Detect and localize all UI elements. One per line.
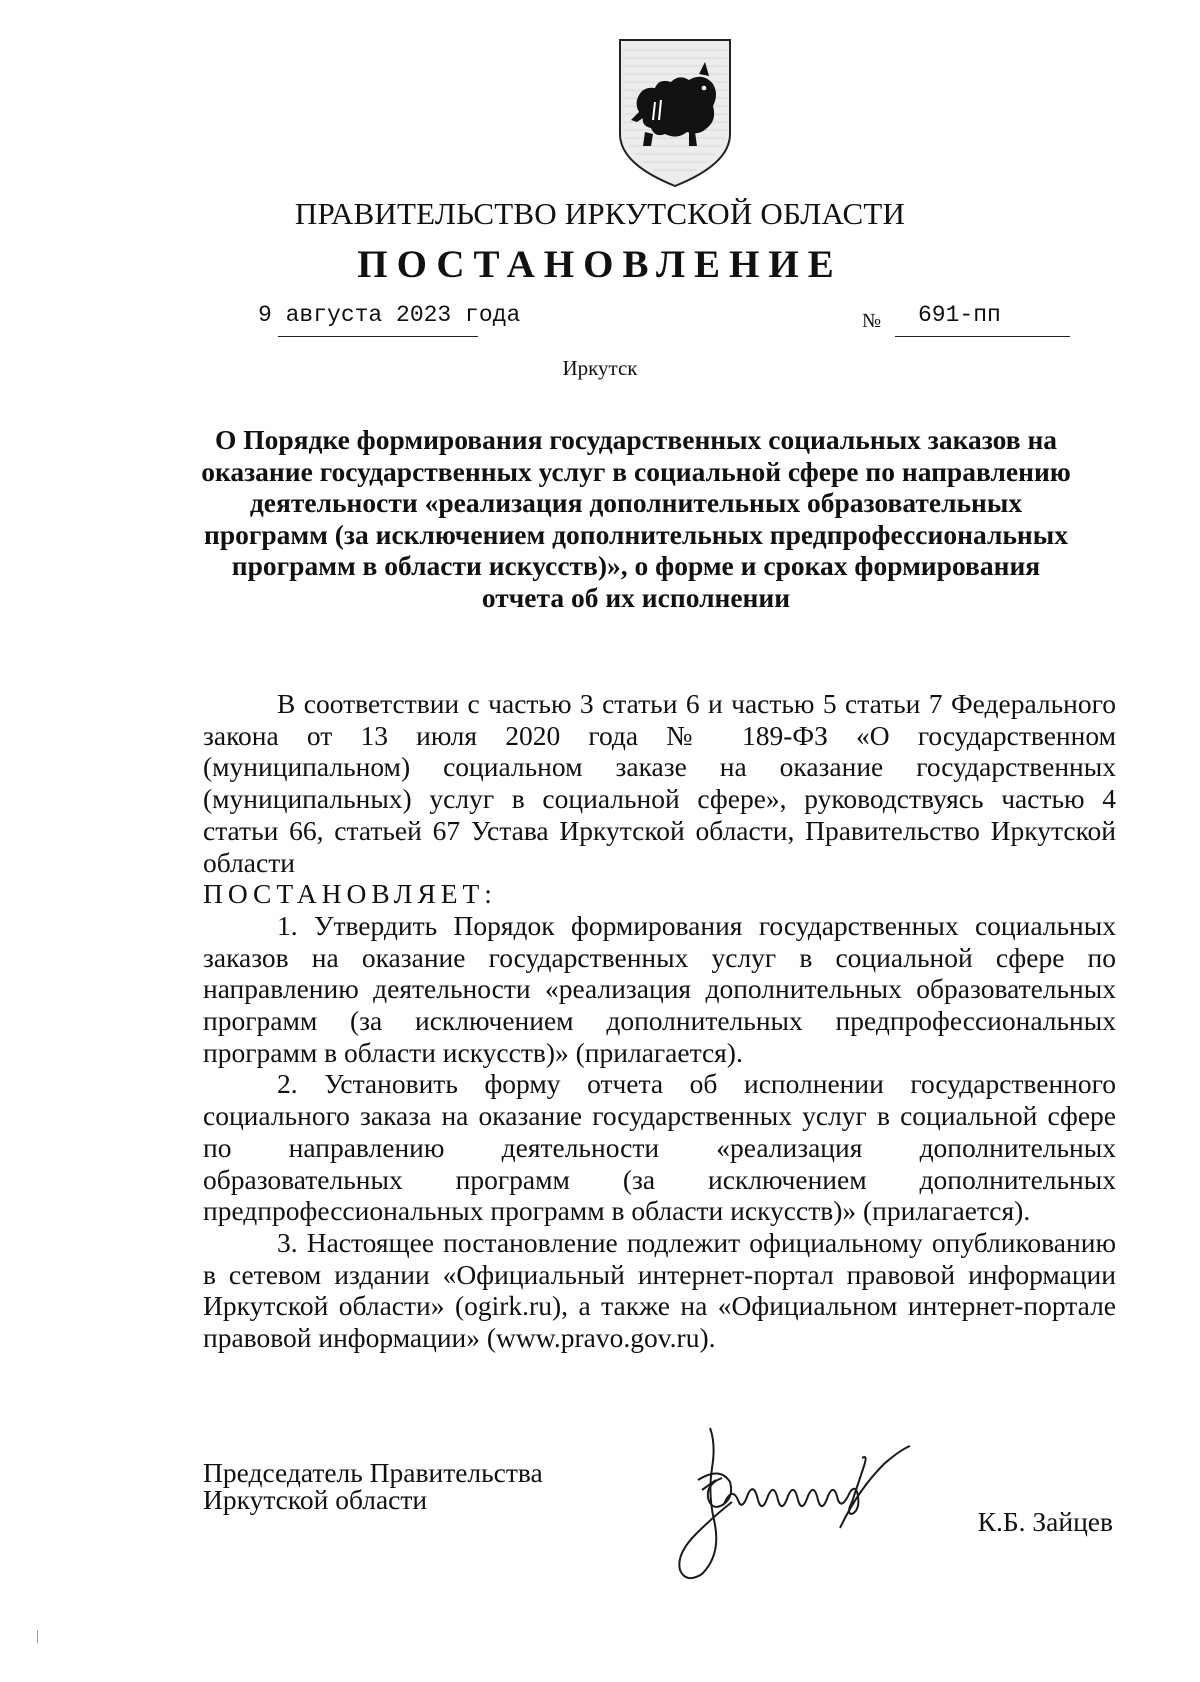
scan-margin-mark bbox=[37, 1630, 38, 1643]
number-underline bbox=[895, 336, 1070, 337]
signatory-position-line-1: Председатель Правительства bbox=[203, 1457, 543, 1488]
handwritten-signature bbox=[672, 1424, 982, 1584]
signatory-position bbox=[203, 1459, 543, 1513]
resolves-heading: ПОСТАНОВЛЯЕТ: bbox=[203, 878, 497, 910]
organization-name: ПРАВИТЕЛЬСТВО ИРКУТСКОЙ ОБЛАСТИ bbox=[294, 196, 906, 231]
preamble-paragraph: В соответствии с частью 3 статьи 6 и частью 5 статьи 7 Федерального закона от 13 июля 2020 года № 189-ФЗ «О государственном (муниципальном) социальном заказе на оказание государственных (муниципальных) услуг в социальной сфере», руководствуясь частью 4 статьи 66, статьей 67 Устава Иркутской области, Правительство Иркутской области bbox=[203, 688, 1116, 878]
document-body bbox=[203, 688, 1116, 1354]
number-sign: № bbox=[862, 310, 882, 332]
body-item-3: 3. Настоящее постановление подлежит официальному опубликованию в сетевом издании «Официальный интернет-портал правовой информации Иркутской области» (ogirk.ru), а также на «Официальном интернет-портале правовой информации» (www.pravo.gov.ru). bbox=[203, 1226, 1116, 1354]
document-title: О Порядке формирования государственных социальных заказов на оказание государственных услуг в социальной сфере по направлению деятельности «реализация дополнительных образовательных программ (за исключением дополнительных предпрофессиональных программ в области искусств)», о форме и сроках формирования отчета об их исполнении bbox=[201, 424, 1071, 613]
document-type: ПОСТАНОВЛЕНИЕ bbox=[357, 243, 843, 286]
signatory-name: К.Б. Зайцев bbox=[977, 1506, 1113, 1537]
body-item-1: 1. Утвердить Порядок формирования государственных социальных заказов на оказание государственных услуг в социальной сфере по направлению деятельности «реализация дополнительных образовательных программ (за исключением дополнительных предпрофессиональных программ в области искусств)» (прилагается). bbox=[203, 909, 1116, 1068]
coat-of-arms-irkutsk-icon bbox=[615, 36, 735, 190]
document-city: Иркутск bbox=[562, 356, 638, 380]
document-number: 691-пп bbox=[918, 302, 1001, 328]
body-item-2: 2. Установить форму отчета об исполнении государственного социального заказа на оказание государственных услуг в социальной сфере по направлению деятельности «реализация дополнительных образовательных программ (за исключением дополнительных предпрофессиональных программ в области искусств)» (прилагается). bbox=[203, 1068, 1116, 1227]
document-date: 9 августа 2023 года bbox=[258, 302, 521, 328]
signatory-position-line-2: Иркутской области bbox=[203, 1484, 428, 1515]
date-underline bbox=[278, 336, 478, 337]
